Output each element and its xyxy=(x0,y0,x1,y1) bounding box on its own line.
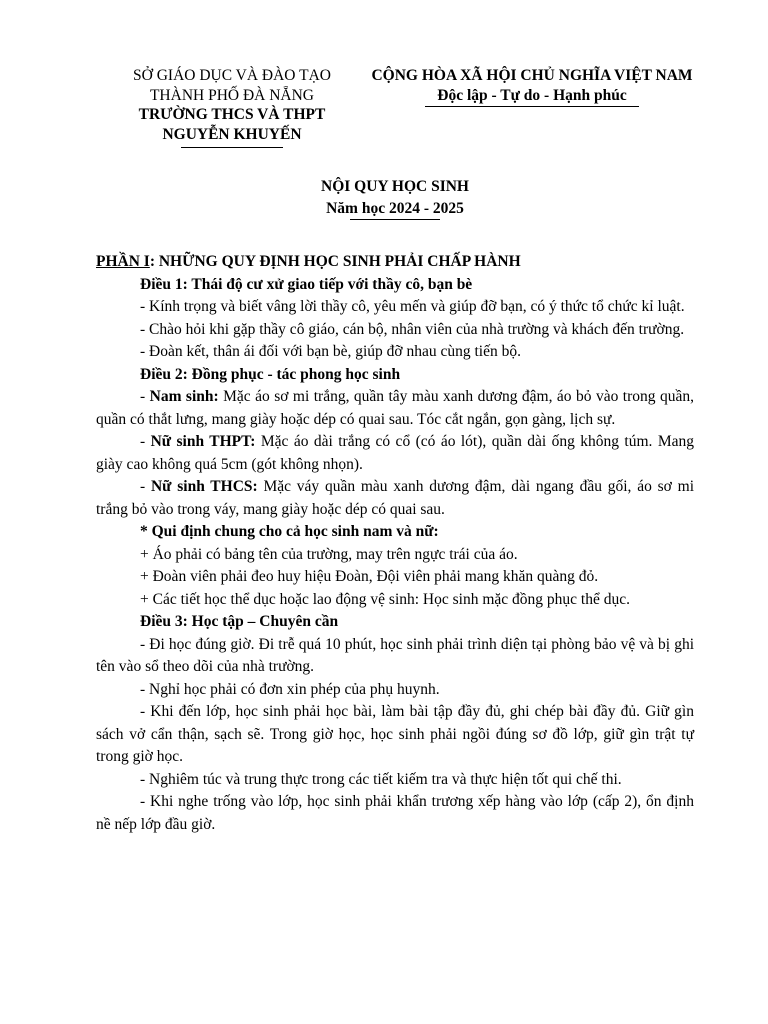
article-1-item: - Đoàn kết, thân ái đối với bạn bè, giúp đỡ nhau cùng tiến bộ. xyxy=(140,343,521,360)
general-rules-heading: * Qui định chung cho cả học sinh nam và nữ: xyxy=(140,523,439,540)
department-name: SỞ GIÁO DỤC VÀ ĐÀO TẠO xyxy=(133,67,331,84)
document-title-block xyxy=(96,176,694,220)
school-year: Năm học 2024 - 2025 xyxy=(326,200,464,217)
section-label: PHẦN I xyxy=(96,253,150,270)
article-2-female-thcs: - Nữ sinh THCS: Mặc váy quần màu xanh dương đậm, dài ngang đầu gối, áo sơ mi trắng bỏ vào trong váy, mang giày hoặc dép có quai sau. xyxy=(96,478,694,518)
article-1-item: - Kính trọng và biết vâng lời thầy cô, yêu mến và giúp đỡ bạn, có ý thức tổ chức kỉ luật. xyxy=(140,298,685,315)
female-thcs-text: Mặc váy quần màu xanh dương đậm, dài ngang đầu gối, áo sơ mi trắng bỏ vào trong váy, mang giày hoặc dép có quai sau. xyxy=(96,478,694,518)
general-rule-item: + Áo phải có bảng tên của trường, may trên ngực trái của áo. xyxy=(140,545,518,563)
header-left-divider xyxy=(181,147,283,148)
document-title: NỘI QUY HỌC SINH xyxy=(321,178,469,195)
male-label: Nam sinh: xyxy=(149,388,219,405)
male-text: Mặc áo sơ mi trắng, quần tây màu xanh dương đậm, áo bỏ vào trong quần, quần có thắt lưng, mang giày hoặc dép có quai sau. Tóc cắt ngắn, gọn gàng, lịch sự. xyxy=(96,388,694,428)
header-right-divider xyxy=(425,106,639,107)
school-name-line2: NGUYỄN KHUYẾN xyxy=(162,125,302,143)
general-rule-item: + Các tiết học thể dục hoặc lao động vệ sinh: Học sinh mặc đồng phục thể dục. xyxy=(140,590,630,608)
article-3-item: - Nghỉ học phải có đơn xin phép của phụ huynh. xyxy=(140,680,440,698)
article-2-male: - Nam sinh: Mặc áo sơ mi trắng, quần tây màu xanh dương đậm, áo bỏ vào trong quần, quần có thắt lưng, mang giày hoặc dép có quai sau. Tóc cắt ngắn, gọn gàng, lịch sự. xyxy=(96,388,694,428)
school-name-line1: TRƯỜNG THCS VÀ THPT xyxy=(138,106,326,123)
article-1-item: - Chào hỏi khi gặp thầy cô giáo, cán bộ, nhân viên của nhà trường và khách đến trường. xyxy=(140,320,685,338)
header-left xyxy=(100,66,364,148)
article-3-item: - Nghiêm túc và trung thực trong các tiết kiếm tra và thực hiện tốt qui chế thi. xyxy=(140,770,622,788)
article-2-female-thpt: - Nữ sinh THPT: Mặc áo dài trắng có cổ (có áo lót), quần dài ống không túm. Mang giày cao không quá 5cm (gót không nhọn). xyxy=(96,433,695,473)
female-thcs-label: Nữ sinh THCS: xyxy=(150,478,258,495)
article-3-item: - Khi đến lớp, học sinh phải học bài, làm bài tập đầy đủ, ghi chép bài đầy đủ. Giữ gìn sách vở cẩn thận, sạch sẽ. Trong giờ học, học sinh phải ngồi đúng sơ đồ lớp, giữ gìn trật tự trong giờ học. xyxy=(96,703,694,765)
article-3-item: - Khi nghe trống vào lớp, học sinh phải khẩn trương xếp hàng vào lớp (cấp 2), ổn định nề nếp lớp đầu giờ. xyxy=(96,793,694,833)
section-title: : NHỮNG QUY ĐỊNH HỌC SINH PHẢI CHẤP HÀNH xyxy=(149,253,521,270)
section-heading xyxy=(96,251,694,274)
header-right xyxy=(352,66,712,107)
female-thpt-text: Mặc áo dài trắng có cổ (có áo lót), quần dài ống không túm. Mang giày cao không quá 5cm (gót không nhọn). xyxy=(96,433,695,473)
female-thpt-label: Nữ sinh THPT: xyxy=(150,433,256,450)
document-body xyxy=(96,251,694,836)
city-name: THÀNH PHỐ ĐÀ NẴNG xyxy=(149,86,315,104)
article-3-heading: Điều 3: Học tập – Chuyên cần xyxy=(140,613,339,630)
general-rule-item: + Đoàn viên phải đeo huy hiệu Đoàn, Đội viên phải mang khăn quàng đỏ. xyxy=(140,568,599,585)
article-3-item: - Đi học đúng giờ. Đi trễ quá 10 phút, học sinh phải trình diện tại phòng bảo vệ và bị ghi tên vào sổ theo dõi của nhà trường. xyxy=(96,635,694,675)
article-2-heading: Điều 2: Đồng phục - tác phong học sinh xyxy=(140,365,401,383)
article-1-heading: Điều 1: Thái độ cư xử giao tiếp với thầy cô, bạn bè xyxy=(140,275,473,293)
motto: Độc lập - Tự do - Hạnh phúc xyxy=(437,86,627,104)
country-name: CỘNG HÒA XÃ HỘI CHỦ NGHĨA VIỆT NAM xyxy=(371,67,693,84)
